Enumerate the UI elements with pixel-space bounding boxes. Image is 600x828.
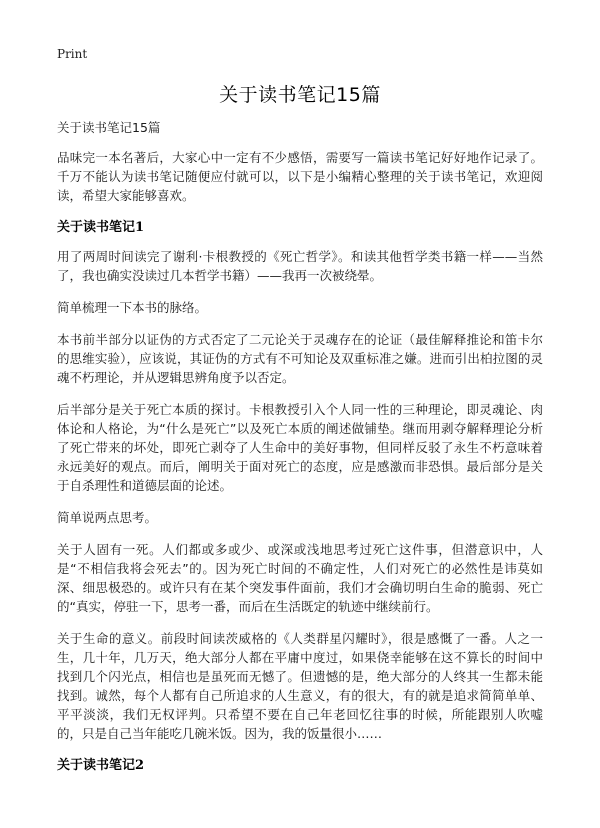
section1-paragraph: 用了两周时间读完了谢利·卡根教授的《死亡哲学》。和读其他哲学类书籍一样——当然了，我也确实没读过几本哲学书籍）——我再一次被绕晕。 (57, 249, 543, 283)
page-title: 关于读书笔记15篇 (219, 84, 381, 106)
section1-paragraph: 后半部分是关于死亡本质的探讨。卡根教授引入个人同一性的三种理论，即灵魂论、肉体论和人格论，为“什么是死亡”以及死亡本质的阐述做铺垫。继而用剥夺解释理论分析了死亡带来的坏处，即死亡剥夺了人生命中的美好事物，但同样反驳了永生不朽意味着永远美好的观点。而后，阐明关于面对死亡的态度，应是感激而非恐惧。最后部分是关于自杀理性和道德层面的论述。 (57, 402, 543, 493)
section-heading-2: 关于读书笔记2 (57, 758, 145, 773)
section1-paragraph: 简单梳理一下本书的脉络。 (57, 300, 208, 315)
document-subtitle: 关于读书笔记15篇 (57, 120, 161, 135)
intro-paragraph: 品味完一本名著后，大家心中一定有不少感悟，需要写一篇读书笔记好好地作记录了。千万不能认为读书笔记随便应付就可以，以下是小编精心整理的关于读书笔记，欢迎阅读，希望大家能够喜欢。 (57, 150, 543, 203)
section1-paragraph: 本书前半部分以证伪的方式否定了二元论关于灵魂存在的论证（最佳解释推论和笛卡尔的思维实验），应该说，其证伪的方式有不可知论及双重标准之嫌。进而引出柏拉图的灵魂不朽理论，并从逻辑思辨角度予以否定。 (57, 332, 543, 385)
document-body (57, 118, 543, 785)
section1-paragraph: 关于人固有一死。人们都或多或少、或深或浅地思考过死亡这件事，但潜意识中，人是“不相信我将会死去”的。因为死亡时间的不确定性，人们对死亡的必然性是讳莫如深、细思极恐的。或许只有在某个突发事件面前，我们才会确切明白生命的脆弱、死亡的“真实，停驻一下，思考一番，而后在生活既定的轨迹中继续前行。 (57, 542, 543, 614)
section1-paragraph: 关于生命的意义。前段时间读茨威格的《人类群星闪耀时》，很是感慨了一番。人之一生，几十年，几万天，绝大部分人都在平庸中度过，如果侥幸能够在这不算长的时间中找到几个闪光点，相信也是虽死而无憾了。但遗憾的是，绝大部分的人终其一生都未能找到。诚然，每个人都有自己所追求的人生意义，有的很大，有的就是追求简简单单、平平淡淡，我们无权评判。只希望不要在自己年老回忆往事的时候，所能跟别人吹嘘的，只是自己当年能吃几碗米饭。因为，我的饭量很小…… (57, 631, 543, 741)
section1-paragraph: 简单说两点思考。 (57, 510, 158, 525)
print-label: Print (57, 47, 88, 61)
section-heading-1: 关于读书笔记1 (57, 220, 145, 235)
